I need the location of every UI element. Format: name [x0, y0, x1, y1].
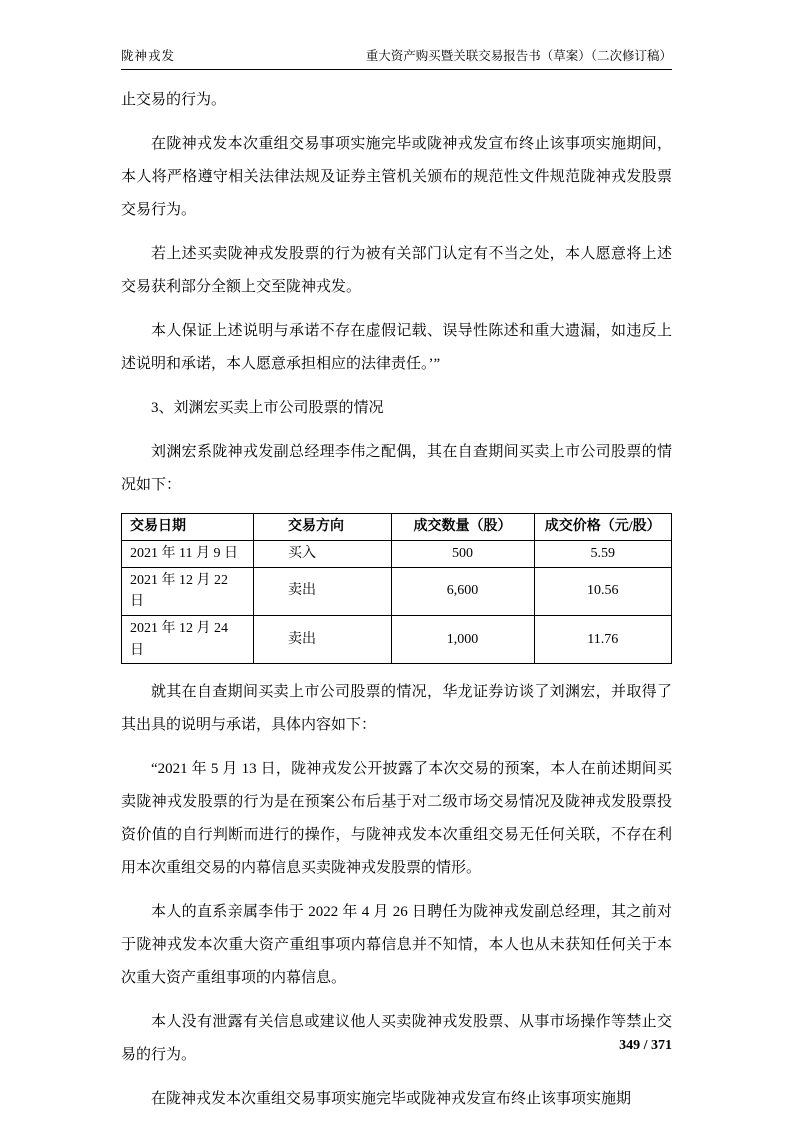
paragraph: 在陇神戎发本次重组交易事项实施完毕或陇神戎发宣布终止该事项实施期间，本人将严格遵守相关法律法规及证券主管机关颁布的规范性文件规范陇神戎发股票交易行为。 [121, 136, 672, 219]
paragraph: 本人保证上述说明与承诺不存在虚假记载、误导性陈述和重大遗漏，如违反上述说明和承诺，本人愿意承担相应的法律责任。’” [121, 323, 672, 373]
table-cell: 10.56 [534, 567, 672, 615]
table-row [122, 567, 672, 615]
paragraph: “2021 年 5 月 13 日，陇神戎发公开披露了本次交易的预案，本人在前述期间买卖陇神戎发股票的行为是在预案公布后基于对二级市场交易情况及陇神戎发股票投资价值的自行判断而进行的操作，与陇神戎发本次重组交易无任何关联，不存在利用本次重组交易的内幕信息买卖陇神戎发股票的情形。 [121, 761, 672, 877]
paragraph: 若上述买卖陇神戎发股票的行为被有关部门认定有不当之处，本人愿意将上述交易获利部分全额上交至陇神戎发。 [121, 246, 672, 296]
header-doc-full-title: 重大资产购买暨关联交易报告书（草案）（二次修订稿） [365, 49, 672, 63]
table-cell: 2021 年 12 月 24 日 [122, 616, 254, 664]
section-heading: 3、刘渊宏买卖上市公司股票的情况 [151, 400, 384, 417]
table-row [122, 616, 672, 664]
table-cell: 6,600 [391, 567, 534, 615]
document-body [121, 70, 672, 1116]
page-number: 349 / 371 [619, 1038, 672, 1053]
paragraph: 在陇神戎发本次重组交易事项实施完毕或陇神戎发宣布终止该事项实施期 [151, 1091, 632, 1108]
page-footer [619, 1038, 672, 1054]
page-header [121, 0, 672, 70]
trades-table [121, 513, 672, 664]
table-cell: 卖出 [254, 567, 392, 615]
table-header-cell: 成交价格（元/股） [534, 514, 672, 541]
header-doc-short-title: 陇神戎发 [121, 49, 176, 63]
table-cell: 500 [391, 540, 534, 567]
table-header-cell: 交易日期 [122, 514, 254, 541]
paragraph: 本人的直系亲属李伟于 2022 年 4 月 26 日聘任为陇神戎发副总经理，其之前对于陇神戎发本次重大资产重组事项内幕信息并不知情，本人也从未获知任何关于本次重大资产重组事项的内幕信息。 [121, 904, 672, 987]
paragraph: 止交易的行为。 [121, 92, 227, 109]
table-header-cell: 交易方向 [254, 514, 392, 541]
paragraph: 刘渊宏系陇神戎发副总经理李伟之配偶，其在自查期间买卖上市公司股票的情况如下： [121, 444, 672, 494]
table-header-cell: 成交数量（股） [391, 514, 534, 541]
table-cell: 买入 [254, 540, 392, 567]
table-cell: 11.76 [534, 616, 672, 664]
table-cell: 1,000 [391, 616, 534, 664]
table-cell: 5.59 [534, 540, 672, 567]
table-cell: 2021 年 12 月 22 日 [122, 567, 254, 615]
table-cell: 2021 年 11 月 9 日 [122, 540, 254, 567]
paragraph: 就其在自查期间买卖上市公司股票的情况，华龙证券访谈了刘渊宏，并取得了其出具的说明与承诺，具体内容如下： [121, 684, 672, 734]
paragraph: 本人没有泄露有关信息或建议他人买卖陇神戎发股票、从事市场操作等禁止交易的行为。 [121, 1014, 672, 1064]
table-cell: 卖出 [254, 616, 392, 664]
table-row [122, 540, 672, 567]
table-header-row [122, 514, 672, 541]
